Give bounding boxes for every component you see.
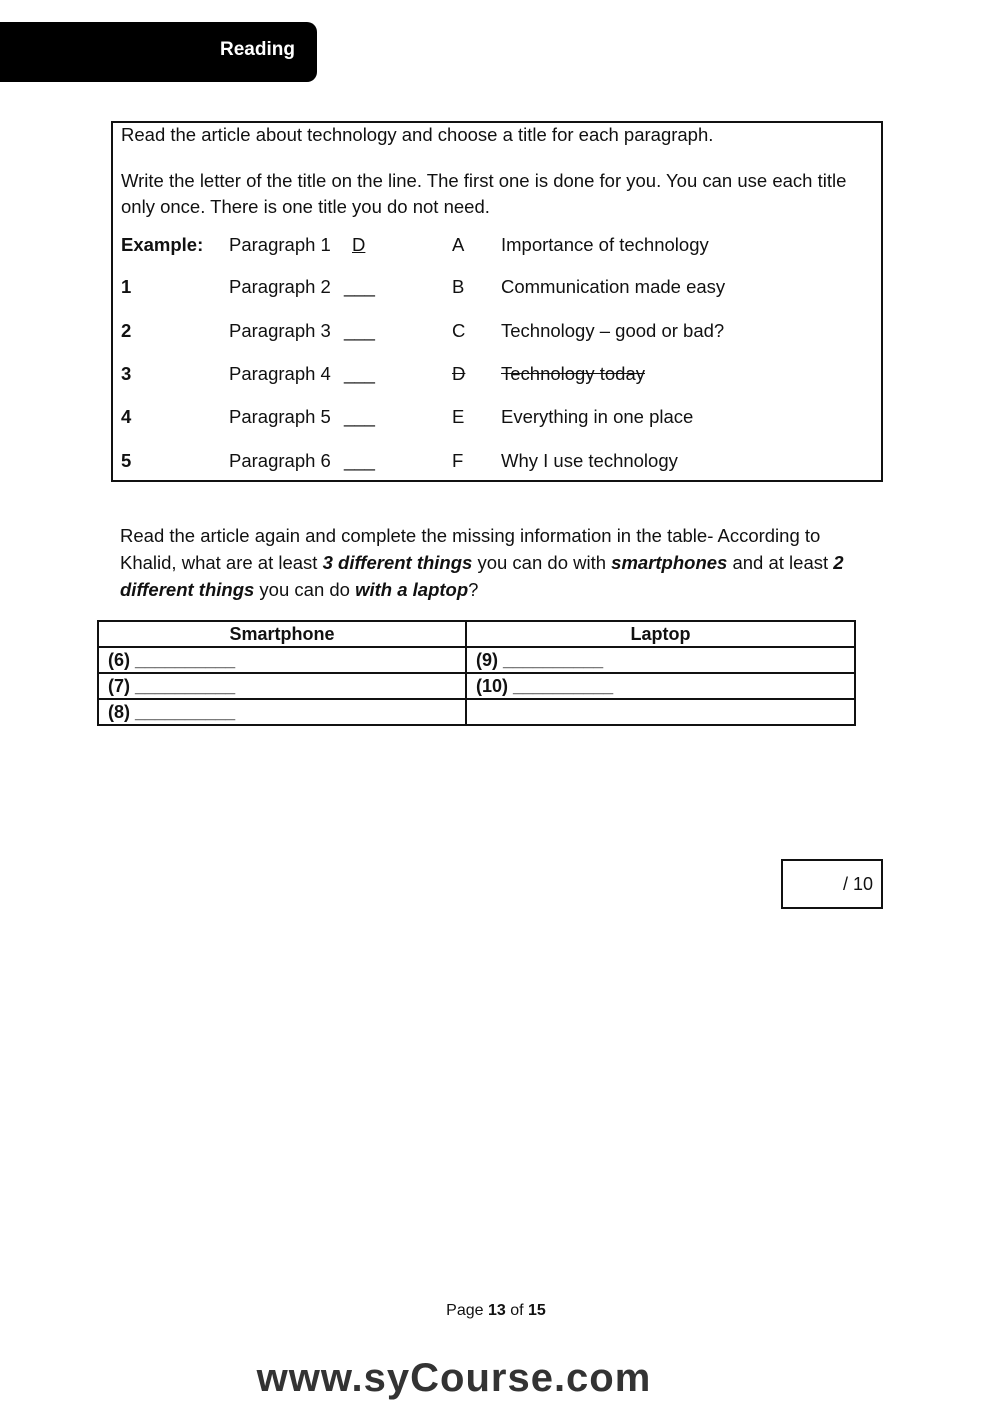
paragraph-label: Paragraph 4: [229, 363, 331, 384]
answer-blank[interactable]: ___: [344, 363, 375, 384]
option-title: Everything in one place: [501, 406, 694, 427]
option-title: Communication made easy: [501, 276, 726, 297]
answer-cell[interactable]: (7) __________: [98, 673, 466, 699]
page-current: 13: [487, 1302, 506, 1319]
answer-blank[interactable]: ___: [344, 406, 375, 427]
instr-text: and at least: [727, 552, 834, 573]
instr-text: you can do with: [472, 552, 612, 573]
page-number: [0, 1302, 992, 1320]
paragraph-label: Paragraph 6: [229, 450, 331, 471]
item-number: 4: [121, 406, 132, 427]
answer-blank[interactable]: D: [352, 234, 366, 255]
table-row: [98, 673, 855, 699]
option-title: Technology today: [501, 363, 645, 384]
section-tab-label: Reading: [220, 39, 295, 60]
option-title: Why I use technology: [501, 450, 678, 471]
option-letter: C: [452, 320, 466, 341]
answer-blank[interactable]: ___: [344, 276, 375, 297]
answer-table: [97, 620, 856, 726]
section-tab: [0, 22, 317, 82]
instr-emphasis: 2 different things: [120, 552, 844, 600]
answer-cell[interactable]: (10) __________: [466, 673, 855, 699]
instruction-1: Read the article about technology and choose a title for each paragraph.: [121, 124, 714, 145]
header-smartphone: Smartphone: [98, 621, 466, 647]
option-title: Technology – good or bad?: [501, 320, 725, 341]
answer-blank[interactable]: ___: [344, 450, 375, 471]
page-label: Page: [446, 1302, 488, 1319]
instruction-2: Write the letter of the title on the line. The first one is done for you. You can use each title only once. There is one title you do not need.: [121, 170, 847, 217]
item-number: 3: [121, 363, 132, 384]
paragraph-label: Paragraph 5: [229, 406, 331, 427]
table-row: [98, 699, 855, 725]
header-laptop: Laptop: [466, 621, 855, 647]
page-total: 15: [528, 1302, 546, 1319]
answer-cell[interactable]: [466, 699, 855, 725]
paragraph-label: Paragraph 1: [229, 234, 331, 255]
item-number: 2: [121, 320, 132, 341]
item-number: 1: [121, 276, 132, 297]
option-letter: F: [452, 450, 464, 471]
score-box: [781, 859, 883, 909]
item-number: 5: [121, 450, 132, 471]
instr-emphasis: smartphones: [611, 552, 728, 573]
instr-text: you can do: [254, 579, 356, 600]
instr-text: Read the article again and complete the missing information in the table- According to Khalid, what are at least: [120, 525, 821, 573]
instr-emphasis: with a laptop: [355, 579, 469, 600]
instr-text: ?: [468, 579, 479, 600]
option-letter: D: [452, 363, 466, 384]
paragraph-label: Paragraph 3: [229, 320, 331, 341]
instr-emphasis: 3 different things: [322, 552, 473, 573]
table-row: [98, 647, 855, 673]
option-title: Importance of technology: [501, 234, 709, 255]
answer-cell[interactable]: (9) __________: [466, 647, 855, 673]
option-letter: B: [452, 276, 465, 297]
answer-cell[interactable]: (6) __________: [98, 647, 466, 673]
item-number: Example:: [121, 234, 204, 255]
matching-task-box: [111, 121, 883, 482]
score-total: / 10: [842, 874, 873, 894]
option-letter: E: [452, 406, 465, 427]
option-letter: A: [452, 234, 465, 255]
watermark: www.syCourse.com: [256, 1356, 652, 1400]
answer-blank[interactable]: ___: [344, 320, 375, 341]
table-instruction: [120, 522, 870, 603]
answer-cell[interactable]: (8) __________: [98, 699, 466, 725]
page-of: of: [505, 1302, 529, 1319]
paragraph-label: Paragraph 2: [229, 276, 331, 297]
